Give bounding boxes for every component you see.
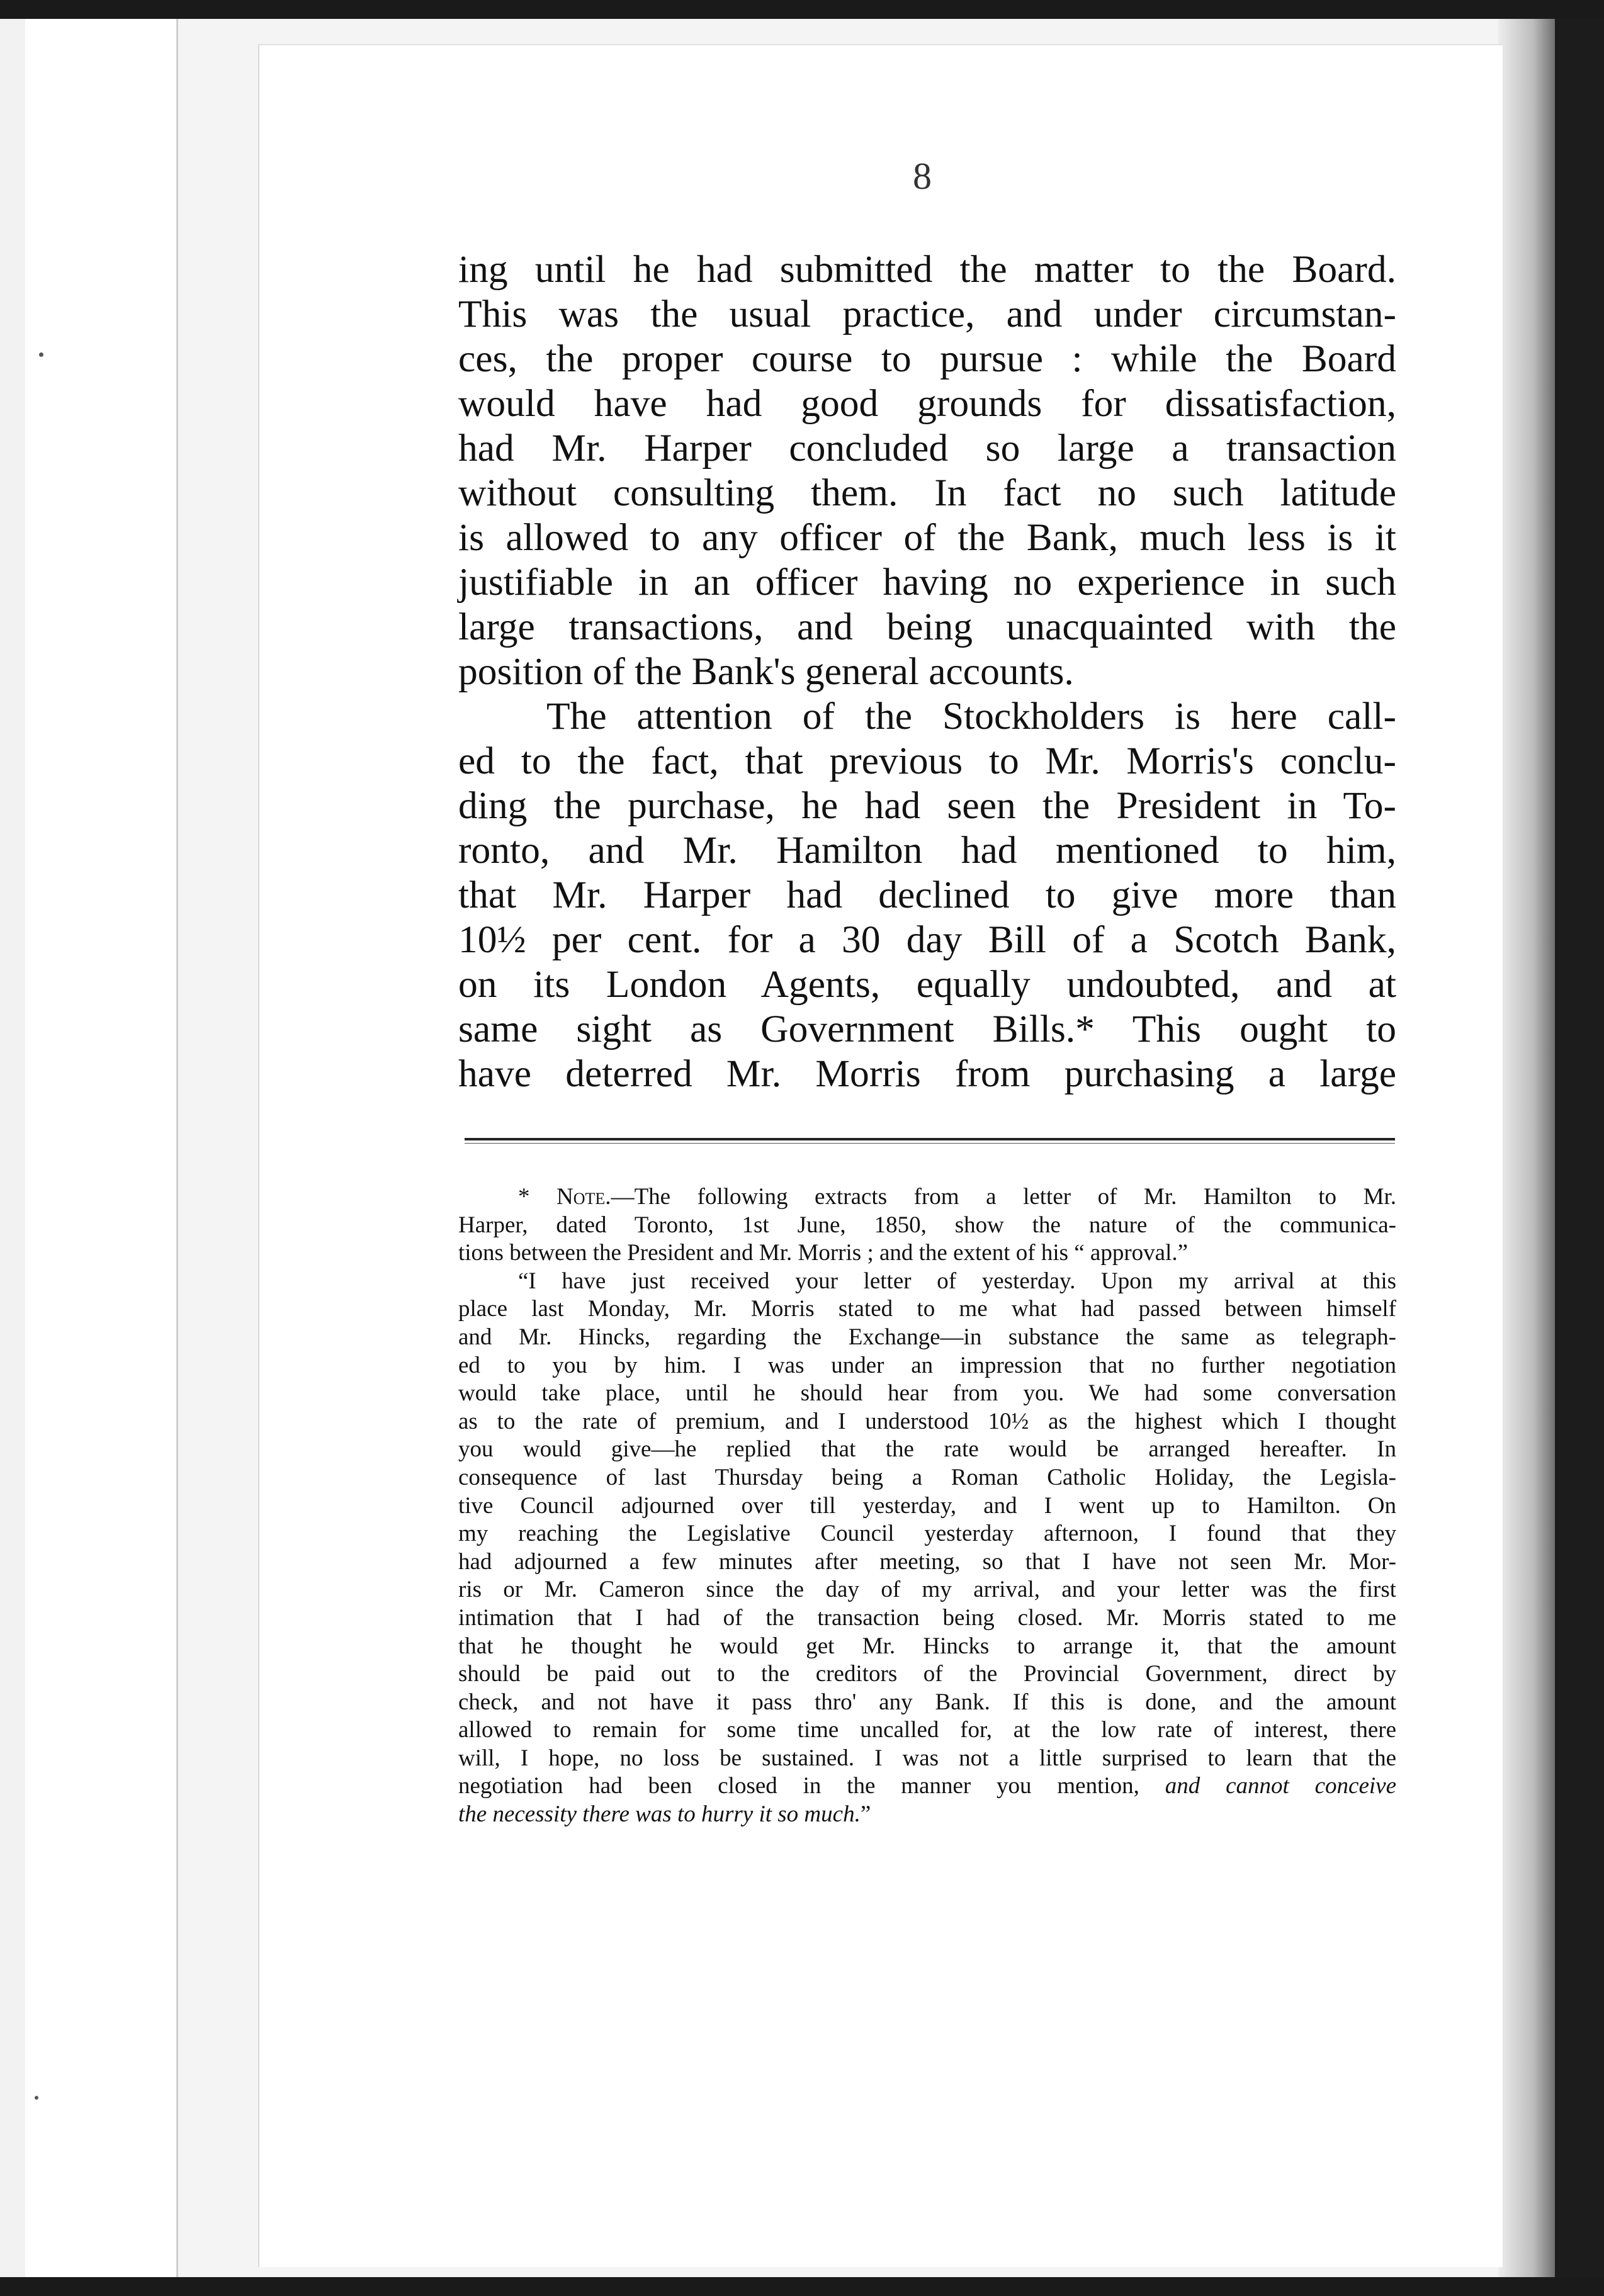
page-number: 8 <box>913 155 932 197</box>
footnote-line: will, I hope, no loss be sustained. I was not a little surprised to learn that the <box>458 1745 1396 1771</box>
body-text <box>458 247 1396 1096</box>
footnote-italic-text: and cannot conceive <box>1165 1773 1397 1799</box>
footnote-line: ed to you by him. I was under an impression that no further negotiation <box>458 1352 1396 1378</box>
footnote-line: place last Monday, Mr. Morris stated to me what had passed between himself <box>458 1296 1396 1322</box>
body-line: that Mr. Harper had declined to give more than <box>458 874 1396 916</box>
footnote-line: tive Council adjourned over till yesterday, and I went up to Hamilton. On <box>458 1492 1396 1519</box>
body-line: ronto, and Mr. Hamilton had mentioned to him, <box>458 829 1396 872</box>
footnote-line: would take place, until he should hear from you. We had some conversation <box>458 1380 1396 1407</box>
scan-speck <box>35 2096 38 2100</box>
footnote-line: had adjourned a few minutes after meeting, so that I have not seen Mr. Mor- <box>458 1548 1396 1575</box>
footnote-line: check, and not have it pass thro' any Bank. If this is done, and the amount <box>458 1689 1396 1715</box>
footnote-last-line <box>458 1801 1396 1829</box>
footnote-line: as to the rate of premium, and I understood 10½ as the highest which I thought <box>458 1408 1396 1434</box>
quote-start-line: “I have just received your letter of yesterday. Upon my arrival at this <box>518 1268 1396 1294</box>
footnote-line: my reaching the Legislative Council yesterday afternoon, I found that they <box>458 1521 1396 1547</box>
footnote-line <box>458 1772 1396 1801</box>
body-line: justifiable in an officer having no experience in such <box>458 561 1396 604</box>
footnote-line: consequence of last Thursday being a Roman Catholic Holiday, the Legisla- <box>458 1464 1396 1490</box>
footnote-line: should be paid out to the creditors of the Provincial Government, direct by <box>458 1661 1396 1687</box>
scan-speck <box>39 352 43 357</box>
footnote <box>458 1183 1396 1829</box>
footnote-line: that he thought he would get Mr. Hincks to arrange it, that the amount <box>458 1633 1396 1659</box>
footnote-text: negotiation had been closed in the manner you mention, <box>458 1773 1165 1799</box>
footnote-italic-text: the necessity there was to hurry it so much. <box>458 1801 861 1828</box>
body-line: ces, the proper course to pursue : while the Board <box>458 337 1396 380</box>
footnote-line: intimation that I had of the transaction being closed. Mr. Morris stated to me <box>458 1604 1396 1631</box>
closing-quote: ” <box>860 1801 871 1828</box>
body-line: is allowed to any officer of the Bank, much less is it <box>458 516 1396 559</box>
body-line: This was the usual practice, and under circumstan- <box>458 293 1396 335</box>
scan-bottom-border <box>0 2277 1604 2296</box>
footnote-line: Harper, dated Toronto, 1st June, 1850, show the nature of the communica- <box>458 1212 1396 1238</box>
body-line: without consulting them. In fact no such latitude <box>458 471 1396 514</box>
body-line: ed to the fact, that previous to Mr. Morris's conclu- <box>458 740 1396 782</box>
scan-top-border <box>0 0 1604 19</box>
footnote-separator-rule <box>465 1138 1395 1140</box>
paragraph-start-line: The attention of the Stockholders is here call- <box>546 695 1396 738</box>
page-edge-shadow <box>1498 19 1556 2277</box>
body-line: 10½ per cent. for a 30 day Bill of a Scotch Bank, <box>458 918 1396 961</box>
body-line: large transactions, and being unacquainted with the <box>458 605 1396 648</box>
footnote-line: and Mr. Hincks, regarding the Exchange—in substance the same as telegraph- <box>458 1324 1396 1350</box>
body-line: have deterred Mr. Morris from purchasing a large <box>458 1052 1396 1095</box>
body-line: ing until he had submitted the matter to the Board. <box>458 248 1396 291</box>
body-line: on its London Agents, equally undoubted, and at <box>458 963 1396 1006</box>
footnote-text: —The following extracts from a letter of Mr. Hamilton to Mr. <box>611 1184 1396 1210</box>
footnote-line: ris or Mr. Cameron since the day of my arrival, and your letter was the first <box>458 1577 1396 1603</box>
scan-right-border <box>1555 0 1604 2296</box>
body-line: same sight as Government Bills.* This ought to <box>458 1008 1396 1050</box>
footnote-first-line <box>458 1183 1396 1212</box>
body-line: ding the purchase, he had seen the President in To- <box>458 784 1396 827</box>
body-line: would have had good grounds for dissatisfaction, <box>458 382 1396 425</box>
scan-left-margin <box>0 0 25 2296</box>
body-line: had Mr. Harper concluded so large a transaction <box>458 427 1396 470</box>
body-line: position of the Bank's general accounts. <box>458 650 1074 693</box>
footnote-marker: * <box>518 1184 557 1210</box>
footnote-line: tions between the President and Mr. Morris ; and the extent of his “ approval.” <box>458 1240 1189 1266</box>
footnote-line: you would give—he replied that the rate would be arranged hereafter. In <box>458 1436 1396 1463</box>
footnote-label: Note. <box>556 1184 611 1210</box>
footnote-line: allowed to remain for some time uncalled for, at the low rate of interest, there <box>458 1717 1396 1743</box>
footnote-separator-rule-thin <box>465 1143 1395 1144</box>
